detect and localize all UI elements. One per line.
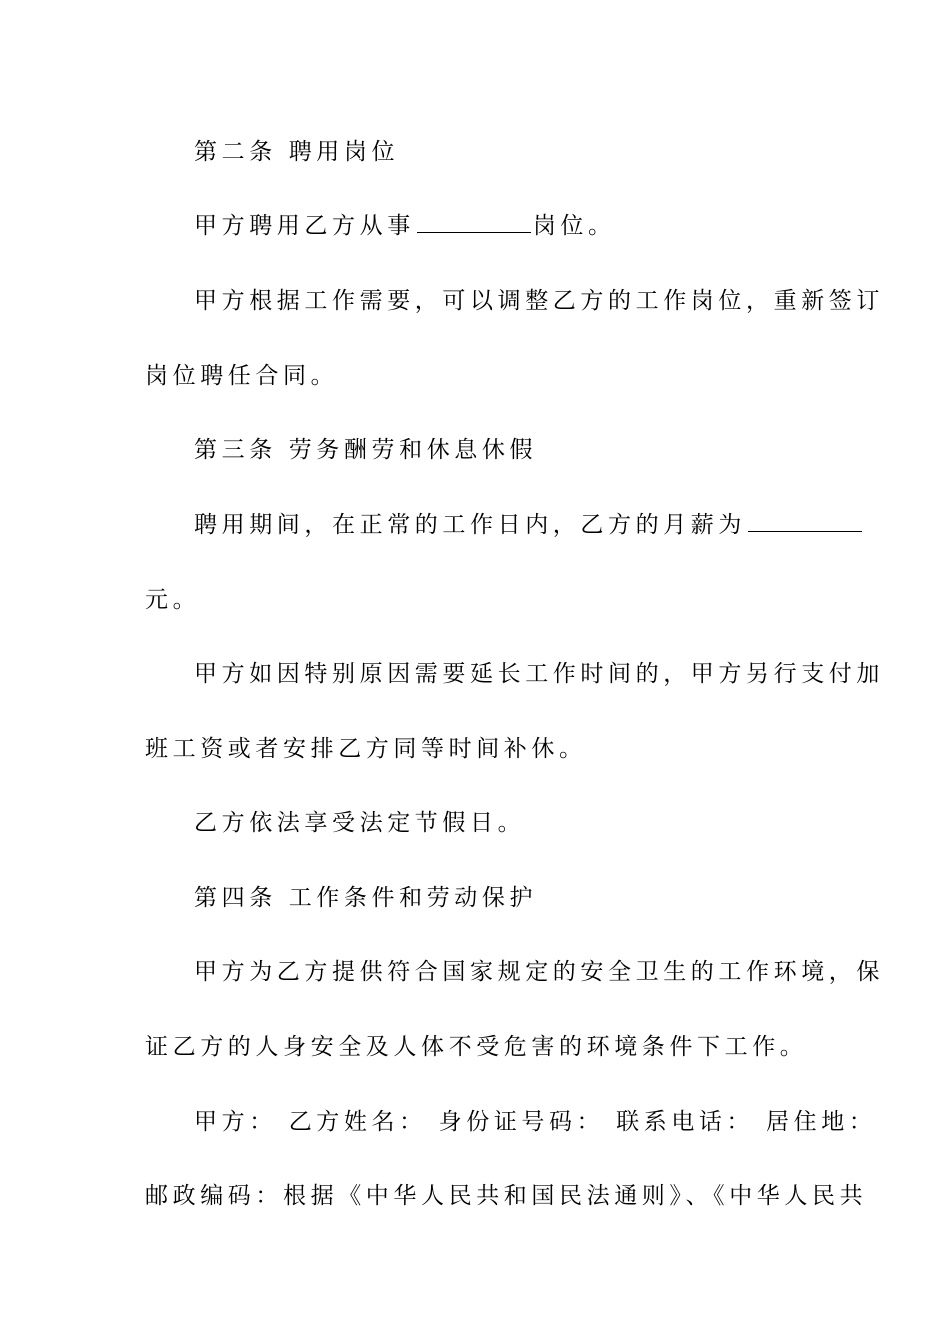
- article-2-paragraph-1-text-before: 甲方聘用乙方从事: [194, 213, 415, 239]
- salary-blank-line: [748, 511, 862, 532]
- article-3-paragraph-1-line-2: 元。: [145, 587, 201, 613]
- article-3-paragraph-1-line-1: [194, 509, 810, 541]
- post-blank-line: [417, 212, 531, 233]
- article-3-heading: 第三条 劳务酬劳和休息休假: [194, 437, 538, 463]
- article-4-heading: 第四条 工作条件和劳动保护: [194, 885, 538, 911]
- article-3-paragraph-1-text-before: 聘用期间，在正常的工作日内，乙方的月薪为: [194, 512, 746, 538]
- article-2-paragraph-2-line-2: 岗位聘任合同。: [145, 363, 339, 389]
- article-4-paragraph-1-line-1: 甲方为乙方提供符合国家规定的安全卫生的工作环境，保: [194, 959, 884, 985]
- article-3-paragraph-2-line-1: 甲方如因特别原因需要延长工作时间的，甲方另行支付加: [194, 661, 884, 687]
- article-2-paragraph-1-text-after: 岗位。: [532, 213, 616, 239]
- article-2-heading: 第二条 聘用岗位: [194, 139, 400, 165]
- parties-info-line-1: 甲方： 乙方姓名： 身份证号码： 联系电话： 居住地：: [194, 1109, 877, 1135]
- article-3-paragraph-2-line-2: 班工资或者安排乙方同等时间补休。: [145, 736, 587, 762]
- article-3-paragraph-3: 乙方依法享受法定节假日。: [194, 810, 526, 836]
- article-2-paragraph-2-line-1: 甲方根据工作需要，可以调整乙方的工作岗位，重新签订: [194, 288, 884, 314]
- article-2-paragraph-1: [194, 210, 810, 242]
- article-4-paragraph-1-line-2: 证乙方的人身安全及人体不受危害的环境条件下工作。: [145, 1034, 808, 1060]
- parties-info-line-2: 邮政编码：根据《中华人民共和国民法通则》、《中华人民共: [145, 1183, 868, 1209]
